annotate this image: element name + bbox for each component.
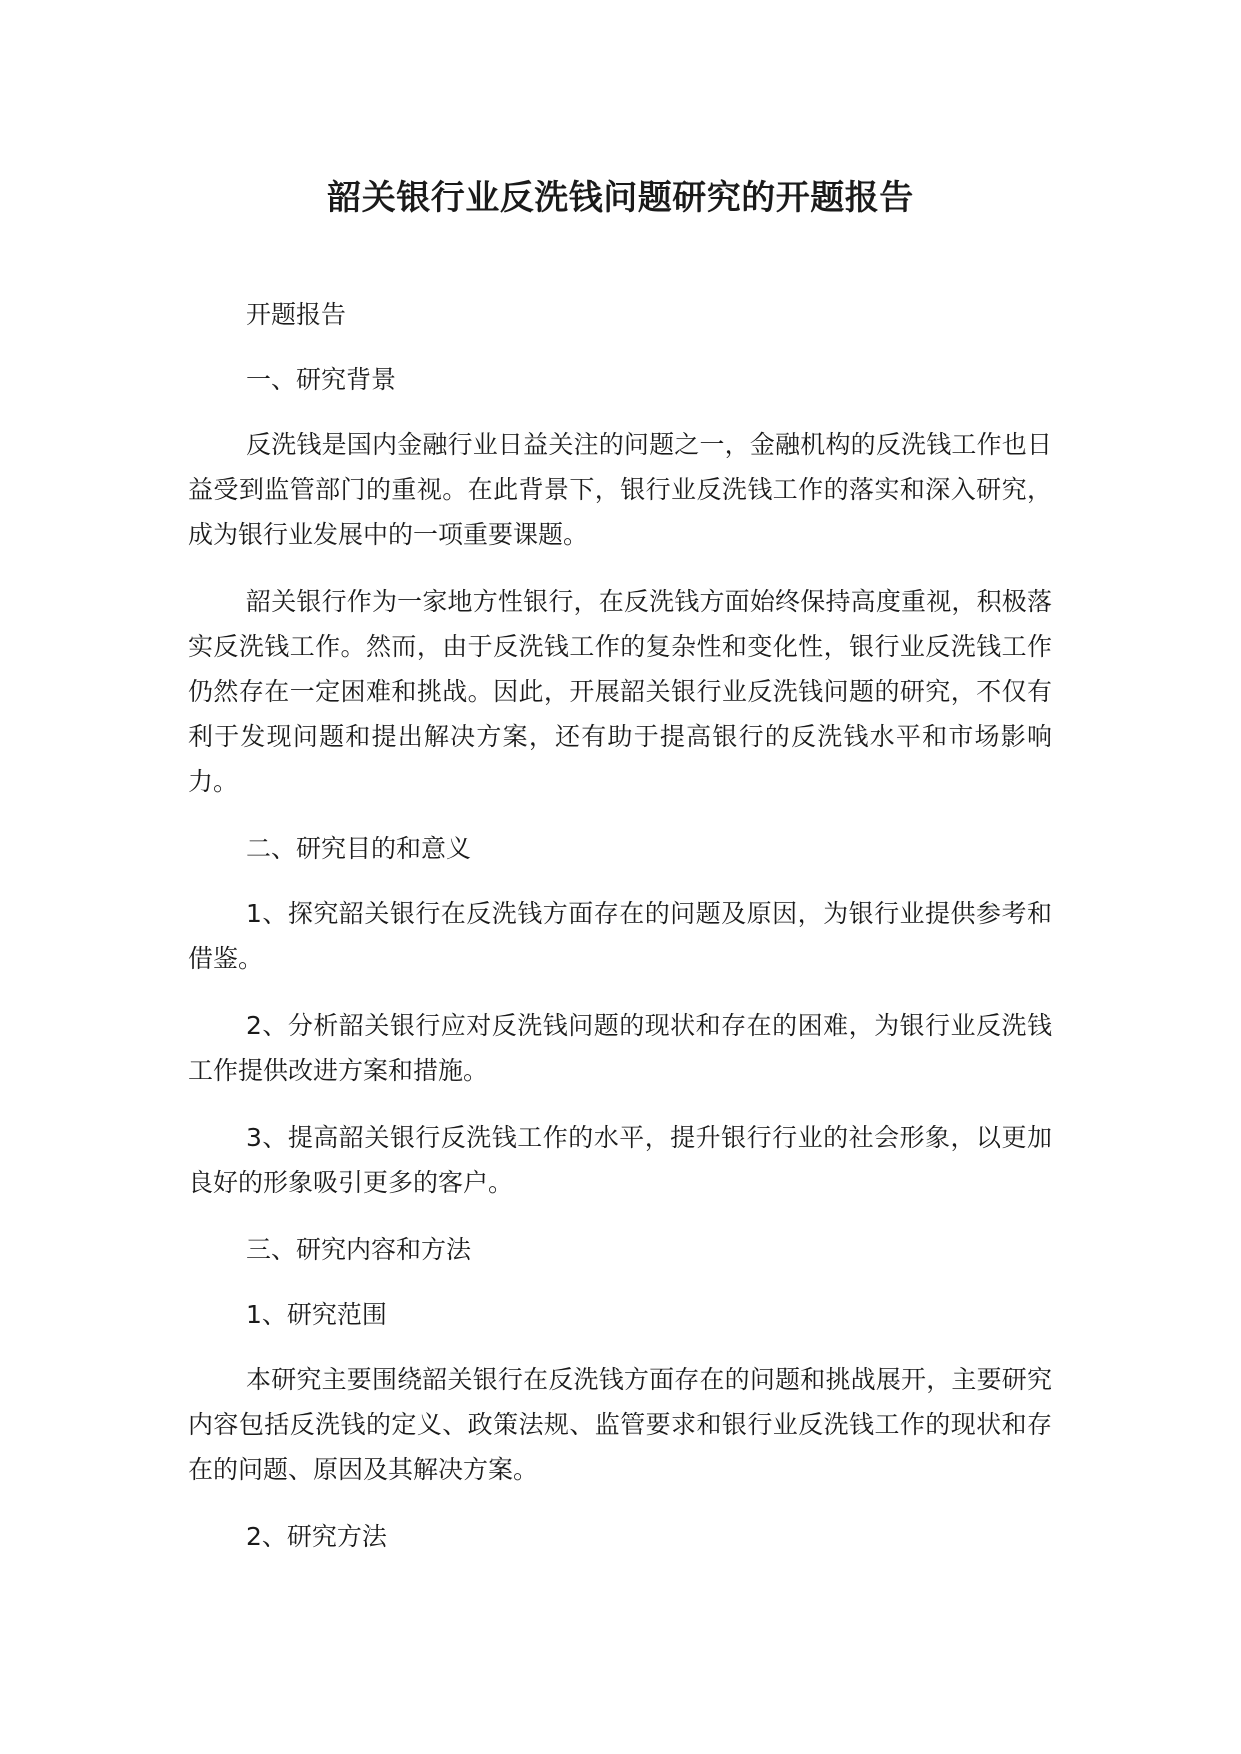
paragraph-scope: 本研究主要围绕韶关银行在反洗钱方面存在的问题和挑战展开，主要研究内容包括反洗钱的定义、政策法规、监管要求和银行业反洗钱工作的现状和存在的问题、原因及其解决方案。: [188, 1365, 1052, 1484]
purpose-item-1: 1、探究韶关银行在反洗钱方面存在的问题及原因，为银行业提供参考和借鉴。: [188, 899, 1052, 973]
paragraph-background-2: 韶关银行作为一家地方性银行，在反洗钱方面始终保持高度重视，积极落实反洗钱工作。然而，由于反洗钱工作的复杂性和变化性，银行业反洗钱工作仍然存在一定困难和挑战。因此，开展韶关银行业反洗钱问题的研究，不仅有利于发现问题和提出解决方案，还有助于提高银行的反洗钱水平和市场影响力。: [188, 587, 1052, 796]
document-body: [188, 292, 1052, 1579]
subheading-scope: 1、研究范围: [246, 1300, 387, 1329]
purpose-item-3: 3、提高韶关银行反洗钱工作的水平，提升银行行业的社会形象，以更加良好的形象吸引更多的客户。: [188, 1123, 1052, 1197]
section-label: 开题报告: [246, 300, 347, 329]
section-heading-content-methods: 三、研究内容和方法: [246, 1235, 472, 1264]
section-heading-purpose: 二、研究目的和意义: [246, 834, 472, 863]
paragraph-background-1: 反洗钱是国内金融行业日益关注的问题之一，金融机构的反洗钱工作也日益受到监管部门的重视。在此背景下，银行业反洗钱工作的落实和深入研究，成为银行业发展中的一项重要课题。: [188, 430, 1052, 549]
subheading-methods: 2、研究方法: [246, 1522, 387, 1551]
purpose-item-2: 2、分析韶关银行应对反洗钱问题的现状和存在的困难，为银行业反洗钱工作提供改进方案和措施。: [188, 1011, 1052, 1085]
document-title: 韶关银行业反洗钱问题研究的开题报告: [327, 178, 914, 218]
section-heading-background: 一、研究背景: [246, 365, 397, 394]
